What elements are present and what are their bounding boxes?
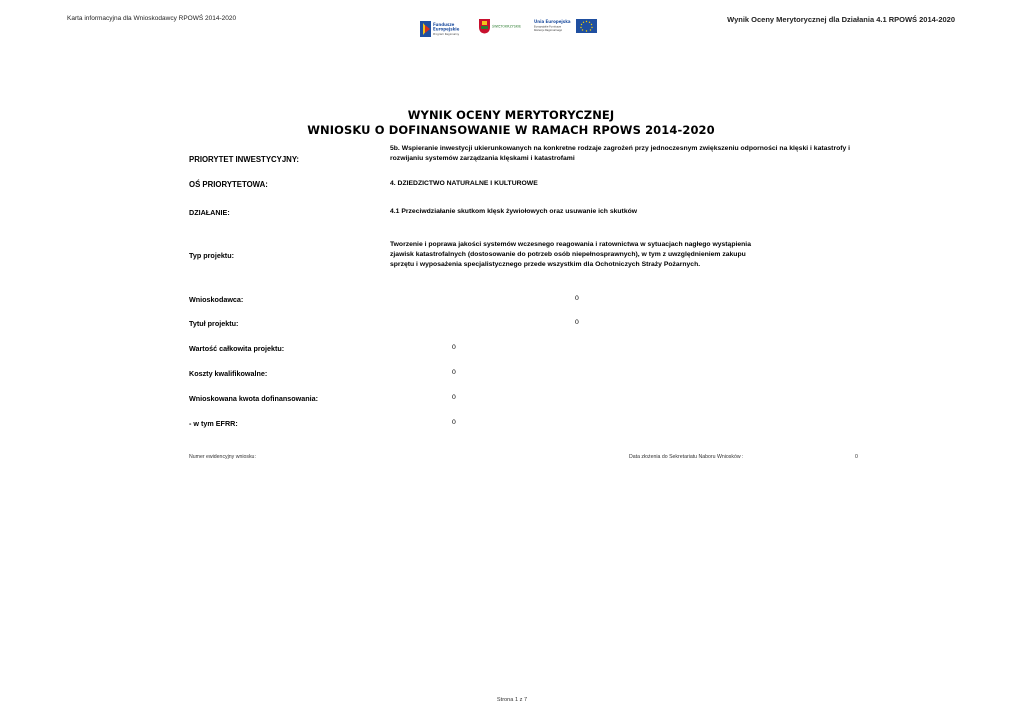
data-zlozenia-label: Data złożenia do Sekretariatu Naboru Wniosków : [629,454,744,460]
fe-star-icon [420,20,466,38]
koszty-label: Koszty kwalifikowalne: [189,369,268,378]
swietokrzyskie-logo [478,18,522,39]
typ-value: Tworzenie i poprawa jakości systemów wczesnego reagowania i ratownictwa w sytuacjach nagłego wystąpienia zjawisk katastrofalnych (dostosowanie do potrzeb osób niepełnosprawnych), w tym z uwzględnieniem zakupu sprzętu i wyposażenia specjalistycznego przede wszystkim dla Ochotniczych Straży Pożarnych. [390,241,751,268]
unia-europejska-logo [534,18,598,39]
title-line2: WNIOSKU O DOFINANSOWANIE W RAMACH RPOWS 2014-2020 [307,122,715,137]
kwota-value: 0 [452,394,456,401]
fe-line2: Europejskie [433,26,460,31]
ue-line3: Rozwoju Regionalnego [534,29,563,32]
ue-line2: Europejskie Fundusze [534,25,562,29]
os-label: OŚ PRIORYTETOWA: [189,180,268,189]
data-zlozenia-value: 0 [855,454,858,460]
koszty-value: 0 [452,369,456,376]
os-value: 4. DZIEDZICTWO NATURALNE I KULTUROWE [390,180,538,187]
efrr-label: - w tym EFRR: [189,419,238,428]
crest-icon [478,18,522,34]
kwota-label: Wnioskowana kwota dofinansowania: [189,394,318,403]
dzialanie-label: DZIAŁANIE: [189,208,230,217]
document-title [300,108,722,137]
priorytet-label: PRIORYTET INWESTYCYJNY: [189,155,300,164]
tytul-value: 0 [575,319,579,326]
title-line1: WYNIK OCENY MERYTORYCZNEJ [407,108,615,122]
wartosc-value: 0 [452,344,456,351]
wnioskodawca-label: Wnioskodawca: [189,295,244,304]
fe-line3: Program Regionalny [433,32,460,36]
tytul-label: Tytuł projektu: [189,319,239,328]
numer-ewidencyjny-label: Numer ewidencyjny wniosku: [189,454,256,460]
fundusze-europejskie-logo [420,20,466,38]
page-number: Strona 1 z 7 [496,697,528,703]
pod-text: ŚWIĘTOKRZYSKIE [492,24,522,29]
header-left-text: Karta informacyjna dla Wnioskodawcy RPOWŚ 2014-2020 [67,15,237,22]
dzialanie-value: 4.1 Przeciwdziałanie skutkom klęsk żywiołowych oraz usuwanie ich skutków [390,208,638,215]
logos-bar [420,18,598,39]
typ-label: Typ projektu: [189,251,234,260]
header-right-text: Wynik Oceny Merytorycznej dla Działania 4.1 RPOWŚ 2014-2020 [727,15,955,24]
priorytet-value: 5b. Wspieranie inwestycji ukierunkowanych na konkretne rodzaje zagrożeń przy jednoczesnym zwiększeniu odporności na klęski i katastrofy i rozwijaniu systemów zarządzania klęskami i katastrofami [390,145,851,162]
wartosc-label: Wartość całkowita projektu: [189,344,285,353]
ue-line1: Unia Europejska [534,19,571,24]
fe-line1: Fundusze [433,21,455,27]
wnioskodawca-value: 0 [575,295,579,302]
efrr-value: 0 [452,419,456,426]
eu-flag-icon [534,18,598,34]
